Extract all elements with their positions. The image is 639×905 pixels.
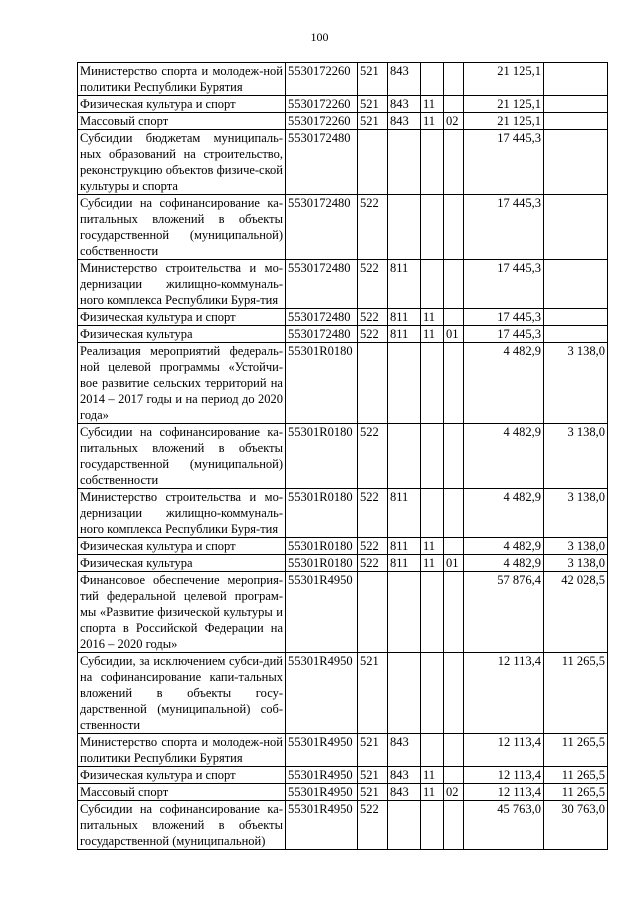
cell-expense-type: 522 — [358, 424, 388, 489]
cell-section — [421, 195, 444, 260]
cell-subsection — [444, 734, 464, 767]
cell-amount-total: 4 482,9 — [464, 424, 544, 489]
cell-target-code: 5530172480 — [286, 195, 358, 260]
cell-ministry-code — [388, 130, 421, 195]
cell-subsection — [444, 195, 464, 260]
table-row — [78, 63, 608, 96]
cell-amount-federal — [544, 309, 608, 326]
cell-subsection — [444, 489, 464, 538]
budget-table — [77, 62, 608, 850]
cell-name: Субсидии бюджетам муниципаль-ных образований на строительство, реконструкцию объектов физиче-ской культуры и спорта — [78, 130, 286, 195]
cell-amount-federal: 11 265,5 — [544, 734, 608, 767]
cell-name: Министерство строительства и мо-дернизации жилищно-коммуналь-ного комплекса Республики Буря-тия — [78, 260, 286, 309]
cell-amount-federal: 11 265,5 — [544, 653, 608, 734]
cell-ministry-code: 843 — [388, 113, 421, 130]
cell-amount-federal — [544, 326, 608, 343]
cell-ministry-code — [388, 572, 421, 653]
cell-name: Министерство спорта и молодеж-ной политики Республики Бурятия — [78, 63, 286, 96]
cell-section — [421, 734, 444, 767]
cell-subsection — [444, 572, 464, 653]
cell-section: 11 — [421, 767, 444, 784]
cell-amount-total: 12 113,4 — [464, 653, 544, 734]
cell-ministry-code: 811 — [388, 538, 421, 555]
cell-amount-federal: 11 265,5 — [544, 784, 608, 801]
cell-amount-federal: 3 138,0 — [544, 489, 608, 538]
cell-amount-federal: 11 265,5 — [544, 767, 608, 784]
cell-amount-federal: 3 138,0 — [544, 424, 608, 489]
cell-ministry-code — [388, 424, 421, 489]
cell-subsection — [444, 96, 464, 113]
cell-amount-total: 4 482,9 — [464, 343, 544, 424]
cell-expense-type: 521 — [358, 734, 388, 767]
cell-name: Субсидии на софинансирование ка-питальных вложений в объекты государственной (муниципальной) — [78, 801, 286, 850]
table-row — [78, 801, 608, 850]
cell-expense-type: 521 — [358, 767, 388, 784]
cell-amount-total: 21 125,1 — [464, 113, 544, 130]
table-row — [78, 326, 608, 343]
cell-ministry-code: 811 — [388, 260, 421, 309]
cell-ministry-code: 843 — [388, 767, 421, 784]
cell-amount-federal — [544, 195, 608, 260]
cell-name: Физическая культура и спорт — [78, 309, 286, 326]
cell-target-code: 5530172260 — [286, 113, 358, 130]
page-number: 100 — [310, 30, 329, 44]
cell-section — [421, 653, 444, 734]
cell-ministry-code: 811 — [388, 489, 421, 538]
cell-expense-type: 521 — [358, 113, 388, 130]
cell-amount-federal: 3 138,0 — [544, 343, 608, 424]
cell-amount-total: 17 445,3 — [464, 326, 544, 343]
cell-target-code: 55301R0180 — [286, 555, 358, 572]
cell-amount-total: 4 482,9 — [464, 489, 544, 538]
table-row — [78, 113, 608, 130]
cell-subsection: 01 — [444, 326, 464, 343]
cell-amount-federal — [544, 260, 608, 309]
cell-amount-federal: 42 028,5 — [544, 572, 608, 653]
cell-amount-federal: 30 763,0 — [544, 801, 608, 850]
cell-name: Субсидии на софинансирование ка-питальных вложений в объекты государственной (муниципальной) собственности — [78, 195, 286, 260]
cell-expense-type: 521 — [358, 784, 388, 801]
cell-target-code: 5530172480 — [286, 326, 358, 343]
cell-section: 11 — [421, 784, 444, 801]
cell-amount-total: 17 445,3 — [464, 195, 544, 260]
cell-expense-type: 521 — [358, 653, 388, 734]
cell-subsection — [444, 653, 464, 734]
table-row — [78, 343, 608, 424]
cell-expense-type: 522 — [358, 538, 388, 555]
cell-amount-total: 21 125,1 — [464, 96, 544, 113]
table-row — [78, 555, 608, 572]
cell-subsection — [444, 343, 464, 424]
cell-target-code: 55301R4950 — [286, 784, 358, 801]
cell-amount-total: 45 763,0 — [464, 801, 544, 850]
cell-name: Министерство строительства и мо-дернизации жилищно-коммуналь-ного комплекса Республики Буря-тия — [78, 489, 286, 538]
cell-target-code: 5530172480 — [286, 260, 358, 309]
cell-section — [421, 130, 444, 195]
cell-target-code: 55301R0180 — [286, 538, 358, 555]
table-row — [78, 260, 608, 309]
table-row — [78, 309, 608, 326]
cell-name: Министерство спорта и молодеж-ной политики Республики Бурятия — [78, 734, 286, 767]
cell-expense-type: 522 — [358, 489, 388, 538]
cell-target-code: 55301R0180 — [286, 343, 358, 424]
cell-ministry-code: 843 — [388, 63, 421, 96]
table-row — [78, 130, 608, 195]
cell-section: 11 — [421, 96, 444, 113]
table-body — [78, 63, 608, 850]
cell-expense-type — [358, 572, 388, 653]
cell-amount-total: 12 113,4 — [464, 734, 544, 767]
cell-name: Физическая культура и спорт — [78, 767, 286, 784]
cell-expense-type: 522 — [358, 801, 388, 850]
cell-target-code: 5530172480 — [286, 130, 358, 195]
cell-subsection — [444, 767, 464, 784]
cell-amount-federal — [544, 113, 608, 130]
cell-section: 11 — [421, 538, 444, 555]
cell-target-code: 55301R0180 — [286, 424, 358, 489]
cell-section — [421, 424, 444, 489]
cell-subsection — [444, 63, 464, 96]
cell-name: Физическая культура и спорт — [78, 96, 286, 113]
cell-name: Реализация мероприятий федераль-ной целевой программы «Устойчи-вое развитие сельских территорий на 2014 – 2017 годы и на период до 2020 года» — [78, 343, 286, 424]
table-row — [78, 489, 608, 538]
cell-ministry-code: 811 — [388, 309, 421, 326]
cell-amount-federal: 3 138,0 — [544, 538, 608, 555]
cell-ministry-code — [388, 195, 421, 260]
cell-amount-total: 4 482,9 — [464, 538, 544, 555]
cell-subsection — [444, 260, 464, 309]
cell-amount-federal — [544, 63, 608, 96]
cell-subsection — [444, 130, 464, 195]
cell-ministry-code: 811 — [388, 326, 421, 343]
cell-section — [421, 260, 444, 309]
cell-name: Субсидии, за исключением субси-дий на софинансирование капи-тальных вложений в объекты госу-дарственной (муниципальной) соб-ственности — [78, 653, 286, 734]
cell-section — [421, 572, 444, 653]
cell-subsection — [444, 538, 464, 555]
cell-amount-total: 17 445,3 — [464, 260, 544, 309]
cell-name: Массовый спорт — [78, 113, 286, 130]
cell-subsection: 01 — [444, 555, 464, 572]
cell-ministry-code — [388, 653, 421, 734]
cell-target-code: 55301R4950 — [286, 767, 358, 784]
cell-target-code: 5530172260 — [286, 63, 358, 96]
cell-amount-total: 17 445,3 — [464, 309, 544, 326]
table-row — [78, 572, 608, 653]
cell-ministry-code: 843 — [388, 784, 421, 801]
cell-subsection: 02 — [444, 113, 464, 130]
cell-target-code: 5530172260 — [286, 96, 358, 113]
table-row — [78, 734, 608, 767]
cell-amount-total: 17 445,3 — [464, 130, 544, 195]
cell-section — [421, 343, 444, 424]
cell-ministry-code: 843 — [388, 734, 421, 767]
cell-name: Физическая культура — [78, 326, 286, 343]
table-row — [78, 784, 608, 801]
cell-expense-type: 521 — [358, 63, 388, 96]
cell-expense-type: 522 — [358, 309, 388, 326]
cell-amount-federal — [544, 130, 608, 195]
cell-subsection — [444, 801, 464, 850]
cell-target-code: 5530172480 — [286, 309, 358, 326]
cell-amount-total: 4 482,9 — [464, 555, 544, 572]
cell-name: Массовый спорт — [78, 784, 286, 801]
cell-name: Финансовое обеспечение мероприя-тий федеральной целевой програм-мы «Развитие физической культуры и спорта в Российской Федерации на 2016 – 2020 годы» — [78, 572, 286, 653]
cell-target-code: 55301R4950 — [286, 734, 358, 767]
cell-section — [421, 801, 444, 850]
cell-target-code: 55301R0180 — [286, 489, 358, 538]
table-row — [78, 195, 608, 260]
cell-section: 11 — [421, 555, 444, 572]
cell-section — [421, 63, 444, 96]
cell-amount-total: 57 876,4 — [464, 572, 544, 653]
cell-name: Субсидии на софинансирование ка-питальных вложений в объекты государственной (муниципальной) собственности — [78, 424, 286, 489]
cell-amount-total: 12 113,4 — [464, 784, 544, 801]
cell-subsection: 02 — [444, 784, 464, 801]
cell-ministry-code: 843 — [388, 96, 421, 113]
cell-amount-total: 21 125,1 — [464, 63, 544, 96]
cell-section: 11 — [421, 309, 444, 326]
cell-ministry-code: 811 — [388, 555, 421, 572]
cell-expense-type: 522 — [358, 326, 388, 343]
table-row — [78, 424, 608, 489]
cell-amount-total: 12 113,4 — [464, 767, 544, 784]
cell-name: Физическая культура — [78, 555, 286, 572]
cell-ministry-code — [388, 343, 421, 424]
cell-expense-type: 522 — [358, 260, 388, 309]
cell-expense-type — [358, 130, 388, 195]
cell-expense-type: 521 — [358, 96, 388, 113]
cell-amount-federal — [544, 96, 608, 113]
cell-amount-federal: 3 138,0 — [544, 555, 608, 572]
cell-expense-type: 522 — [358, 555, 388, 572]
cell-subsection — [444, 309, 464, 326]
cell-ministry-code — [388, 801, 421, 850]
cell-target-code: 55301R4950 — [286, 653, 358, 734]
cell-subsection — [444, 424, 464, 489]
cell-target-code: 55301R4950 — [286, 801, 358, 850]
cell-section: 11 — [421, 113, 444, 130]
cell-expense-type: 522 — [358, 195, 388, 260]
table-row — [78, 767, 608, 784]
cell-name: Физическая культура и спорт — [78, 538, 286, 555]
table-row — [78, 538, 608, 555]
cell-section: 11 — [421, 326, 444, 343]
cell-section — [421, 489, 444, 538]
cell-target-code: 55301R4950 — [286, 572, 358, 653]
table-row — [78, 96, 608, 113]
table-row — [78, 653, 608, 734]
cell-expense-type — [358, 343, 388, 424]
